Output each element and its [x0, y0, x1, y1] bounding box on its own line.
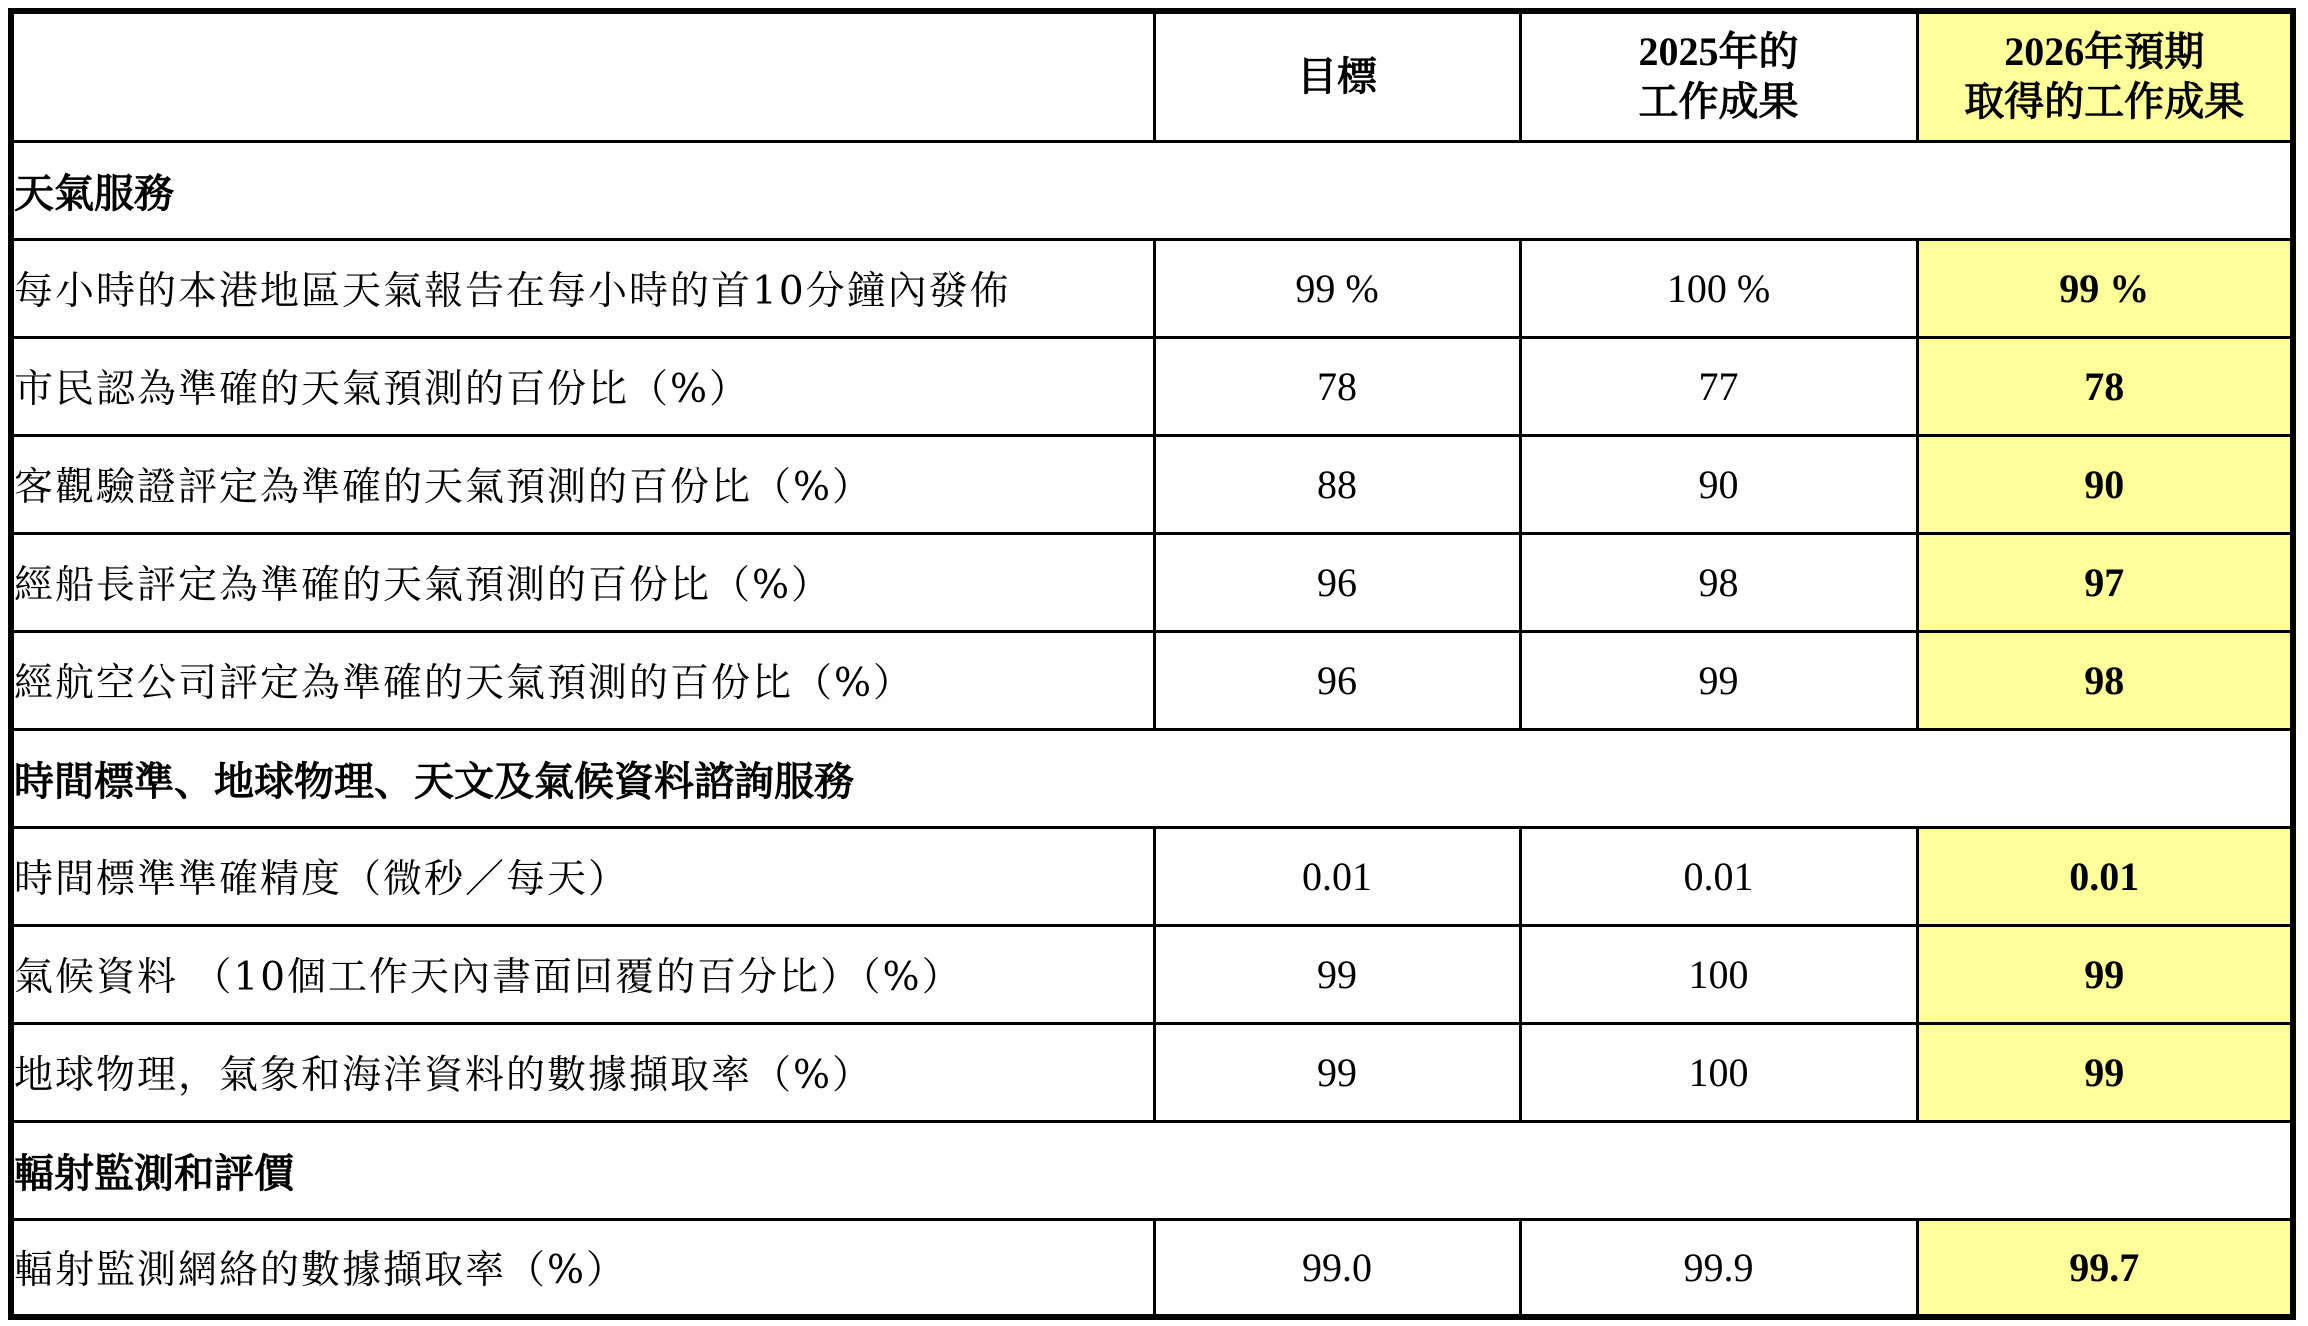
- table-row: [11, 631, 2293, 729]
- target-value: 88: [1154, 435, 1520, 533]
- result-2025-value: 99.9: [1520, 1219, 1917, 1317]
- header-2025-line-2: 工作成果: [1638, 78, 1799, 124]
- target-value: 78: [1154, 337, 1520, 435]
- section-row: [11, 141, 2293, 239]
- target-value: 96: [1154, 533, 1520, 631]
- table-row: [11, 239, 2293, 337]
- header-2026-line-1: 2026年預期: [2004, 28, 2205, 74]
- header-row: [11, 11, 2293, 141]
- expected-2026-value: 99.7: [1917, 1219, 2293, 1317]
- target-value: 0.01: [1154, 827, 1520, 925]
- target-value: 99.0: [1154, 1219, 1520, 1317]
- section-title: 時間標準、地球物理、天文及氣候資料諮詢服務: [11, 729, 2293, 827]
- row-label: 氣候資料 （10個工作天內書面回覆的百分比）（%）: [11, 925, 1154, 1023]
- header-target: 目標: [1154, 11, 1520, 141]
- section-row: [11, 729, 2293, 827]
- table-row: [11, 1219, 2293, 1317]
- target-value: 96: [1154, 631, 1520, 729]
- performance-table-frame: [8, 8, 2296, 1314]
- expected-2026-value: 90: [1917, 435, 2293, 533]
- expected-2026-value: 0.01: [1917, 827, 2293, 925]
- result-2025-value: 100: [1520, 1023, 1917, 1121]
- table-row: [11, 533, 2293, 631]
- target-value: 99: [1154, 925, 1520, 1023]
- result-2025-value: 90: [1520, 435, 1917, 533]
- section-title: 輻射監測和評價: [11, 1121, 2293, 1219]
- result-2025-value: 100: [1520, 925, 1917, 1023]
- expected-2026-value: 99 %: [1917, 239, 2293, 337]
- row-label: 經航空公司評定為準確的天氣預測的百份比（%）: [11, 631, 1154, 729]
- row-label: 經船長評定為準確的天氣預測的百份比（%）: [11, 533, 1154, 631]
- section-row: [11, 1121, 2293, 1219]
- expected-2026-value: 99: [1917, 1023, 2293, 1121]
- row-label: 輻射監測網絡的數據擷取率（%）: [11, 1219, 1154, 1317]
- row-label: 市民認為準確的天氣預測的百份比（%）: [11, 337, 1154, 435]
- target-value: 99 %: [1154, 239, 1520, 337]
- row-label: 客觀驗證評定為準確的天氣預測的百份比（%）: [11, 435, 1154, 533]
- performance-table: [8, 8, 2296, 1320]
- result-2025-value: 99: [1520, 631, 1917, 729]
- header-blank-cell: [11, 11, 1154, 141]
- row-label: 每小時的本港地區天氣報告在每小時的首10分鐘內發佈: [11, 239, 1154, 337]
- result-2025-value: 77: [1520, 337, 1917, 435]
- result-2025-value: 0.01: [1520, 827, 1917, 925]
- expected-2026-value: 99: [1917, 925, 2293, 1023]
- expected-2026-value: 78: [1917, 337, 2293, 435]
- header-2025-line-1: 2025年的: [1638, 28, 1799, 74]
- section-title: 天氣服務: [11, 141, 2293, 239]
- table-row: [11, 827, 2293, 925]
- result-2025-value: 100 %: [1520, 239, 1917, 337]
- expected-2026-value: 97: [1917, 533, 2293, 631]
- table-row: [11, 337, 2293, 435]
- header-2025: [1520, 11, 1917, 141]
- header-2026-line-2: 取得的工作成果: [1964, 78, 2245, 124]
- table-row: [11, 435, 2293, 533]
- table-row: [11, 1023, 2293, 1121]
- expected-2026-value: 98: [1917, 631, 2293, 729]
- row-label: 地球物理，氣象和海洋資料的數據擷取率（%）: [11, 1023, 1154, 1121]
- header-2026: [1917, 11, 2293, 141]
- target-value: 99: [1154, 1023, 1520, 1121]
- table-row: [11, 925, 2293, 1023]
- row-label: 時間標準準確精度（微秒／每天）: [11, 827, 1154, 925]
- result-2025-value: 98: [1520, 533, 1917, 631]
